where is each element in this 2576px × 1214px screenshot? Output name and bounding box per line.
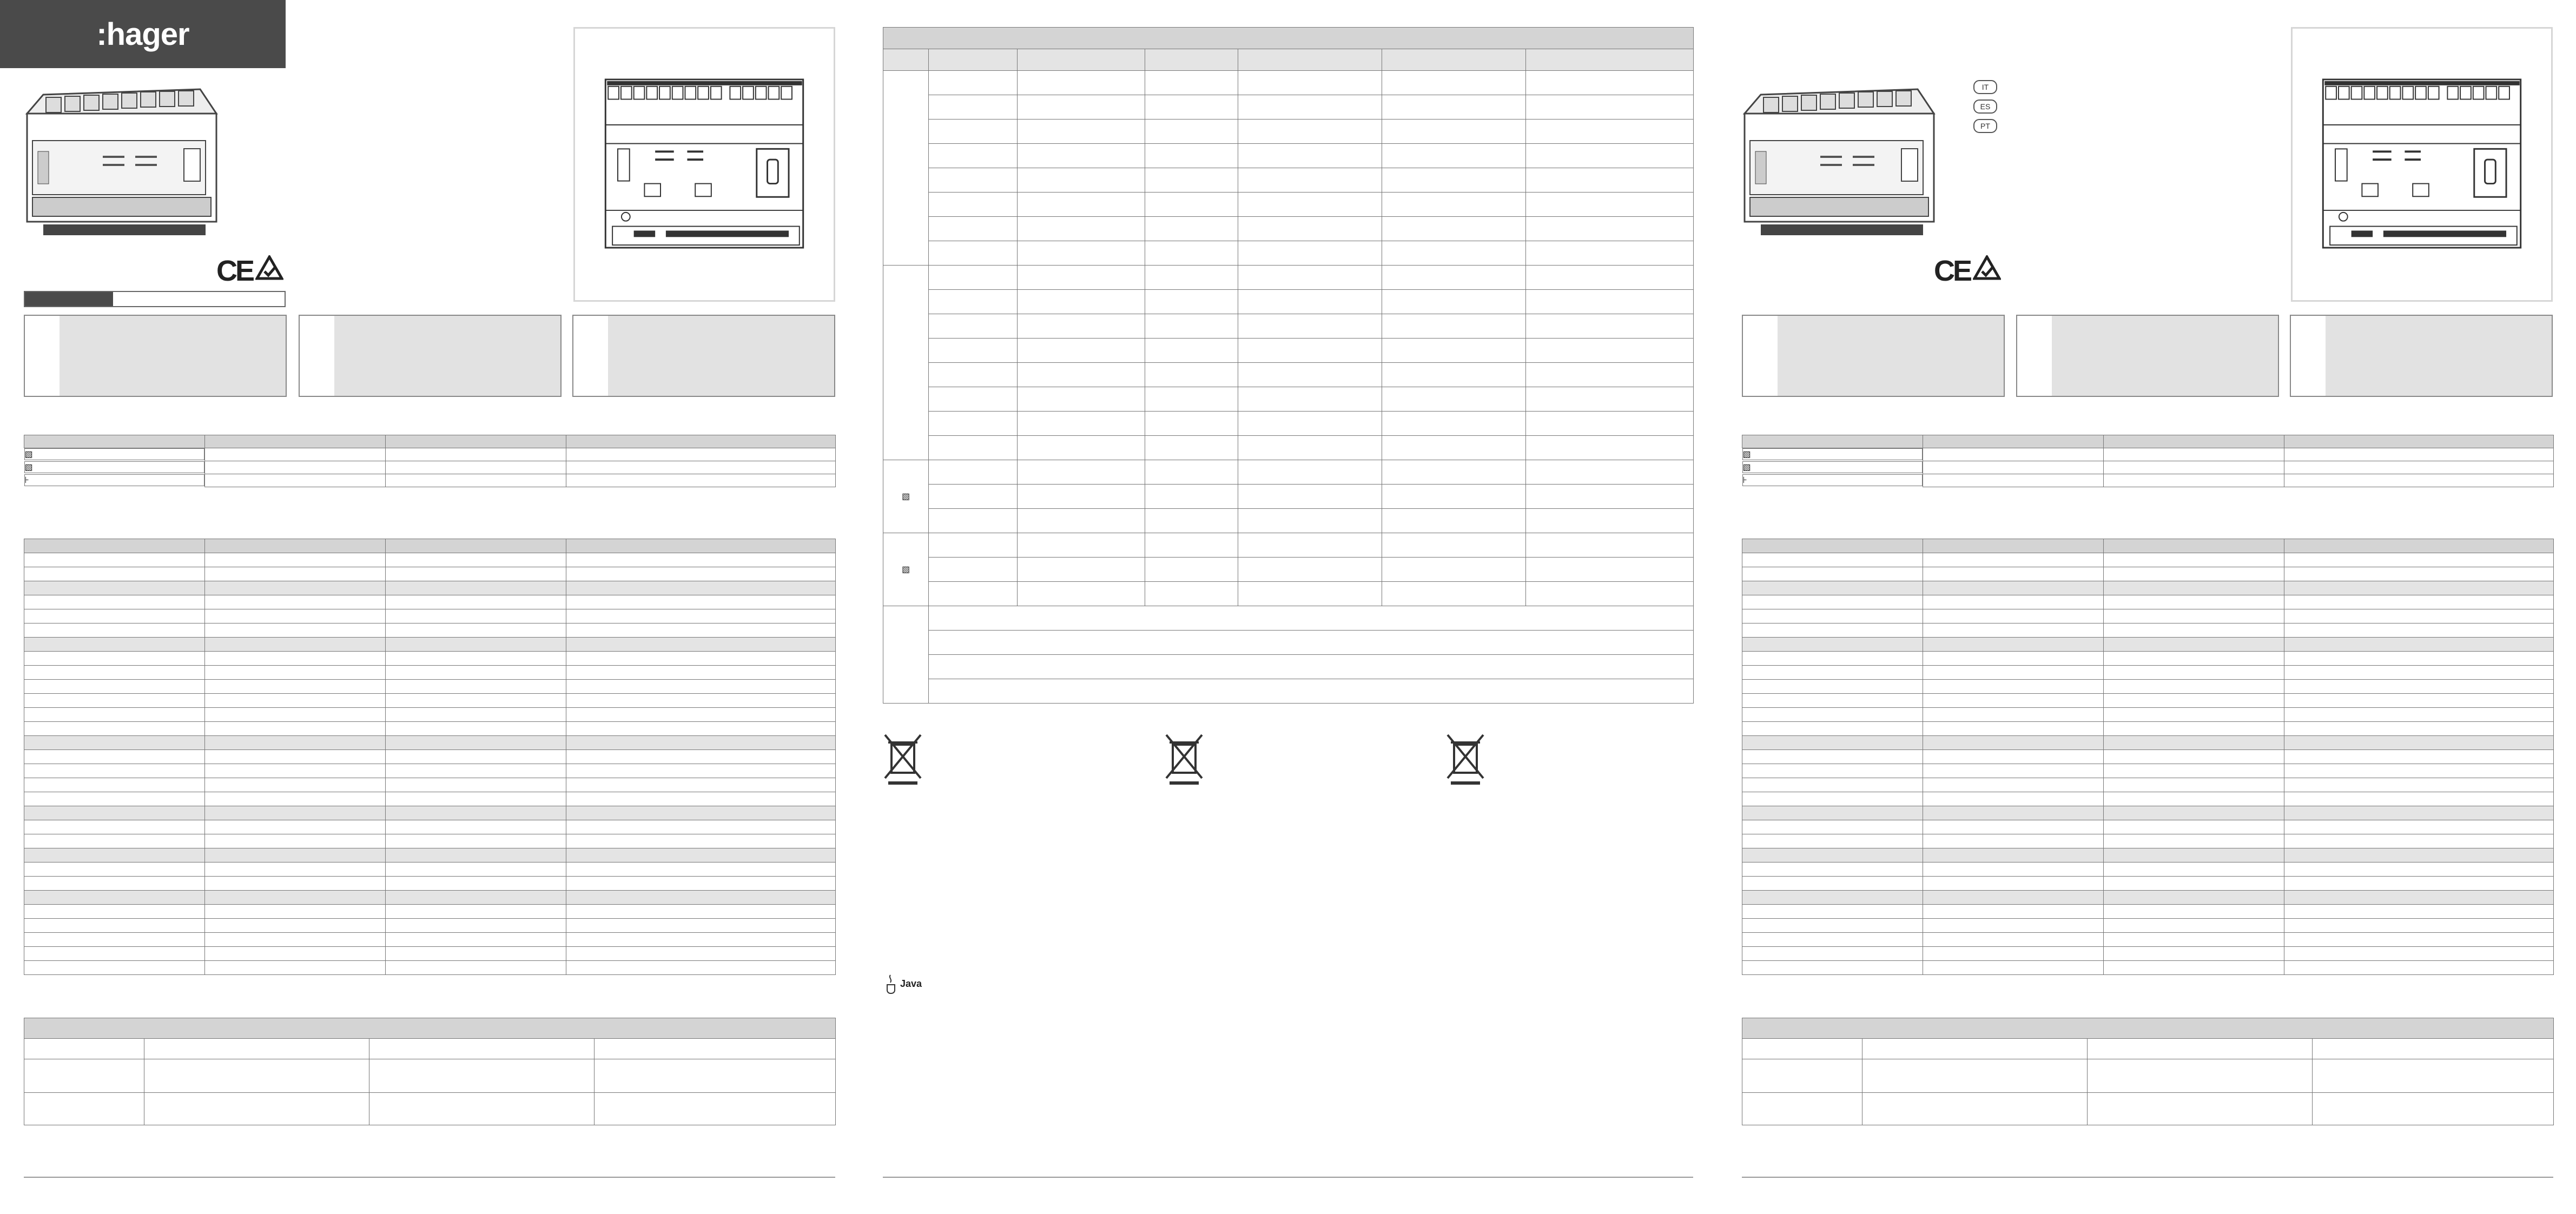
device-front-diagram-right xyxy=(2291,27,2553,302)
usb-icon: ⊦ xyxy=(24,475,29,485)
ce-mark xyxy=(216,254,253,288)
rcm-mark-icon xyxy=(1973,255,2001,280)
logo-text: :hager xyxy=(96,16,189,52)
java-label: Java xyxy=(900,978,922,989)
footer-rule-left xyxy=(24,1177,835,1178)
ce-mark-text: CE xyxy=(216,255,253,287)
interface-table-right xyxy=(1742,435,2554,487)
network-icon: ▧ xyxy=(901,492,910,501)
rcm-mark-icon xyxy=(255,255,283,280)
network-icon: ▧ xyxy=(901,565,910,574)
java-badge xyxy=(885,971,934,997)
dimensions-table-right xyxy=(1742,1018,2554,1125)
info-box-right-1 xyxy=(1742,315,2005,397)
device-front-diagram xyxy=(573,27,835,302)
network-icon: ▧ xyxy=(1742,462,1751,472)
progress-fill xyxy=(25,292,113,306)
ce-mark-right xyxy=(1934,254,1970,288)
language-tag-pt[interactable]: PT xyxy=(1973,119,1997,133)
interface-table xyxy=(24,435,836,487)
technical-data-table xyxy=(24,539,836,975)
usb-icon: ⊦ xyxy=(1742,475,1747,485)
info-box-right-2 xyxy=(2016,315,2279,397)
language-tag-it[interactable]: IT xyxy=(1973,80,1997,94)
compatibility-table xyxy=(883,27,1694,704)
info-box-2 xyxy=(299,315,562,397)
network-icon: ▧ xyxy=(24,462,33,472)
language-tag-es[interactable]: ES xyxy=(1973,99,1997,114)
footer-rule-right xyxy=(1742,1177,2553,1178)
device-illustration xyxy=(22,81,222,249)
java-cup-icon xyxy=(885,973,898,994)
network-icon: ▧ xyxy=(24,450,33,459)
crossed-bin-icon xyxy=(1164,733,1204,787)
hager-logo xyxy=(0,0,286,68)
device-illustration-right xyxy=(1739,81,1939,249)
technical-data-table-right xyxy=(1742,539,2554,975)
network-icon: ▧ xyxy=(1742,450,1751,459)
info-box-1 xyxy=(24,315,287,397)
crossed-bin-icon xyxy=(1445,733,1485,787)
crossed-bin-icon xyxy=(883,733,923,787)
footer-rule-middle xyxy=(883,1177,1693,1178)
info-box-3 xyxy=(572,315,835,397)
dimensions-table xyxy=(24,1018,836,1125)
info-box-right-3 xyxy=(2290,315,2553,397)
ce-mark-text: CE xyxy=(1934,255,1971,287)
progress-bar xyxy=(24,291,286,307)
